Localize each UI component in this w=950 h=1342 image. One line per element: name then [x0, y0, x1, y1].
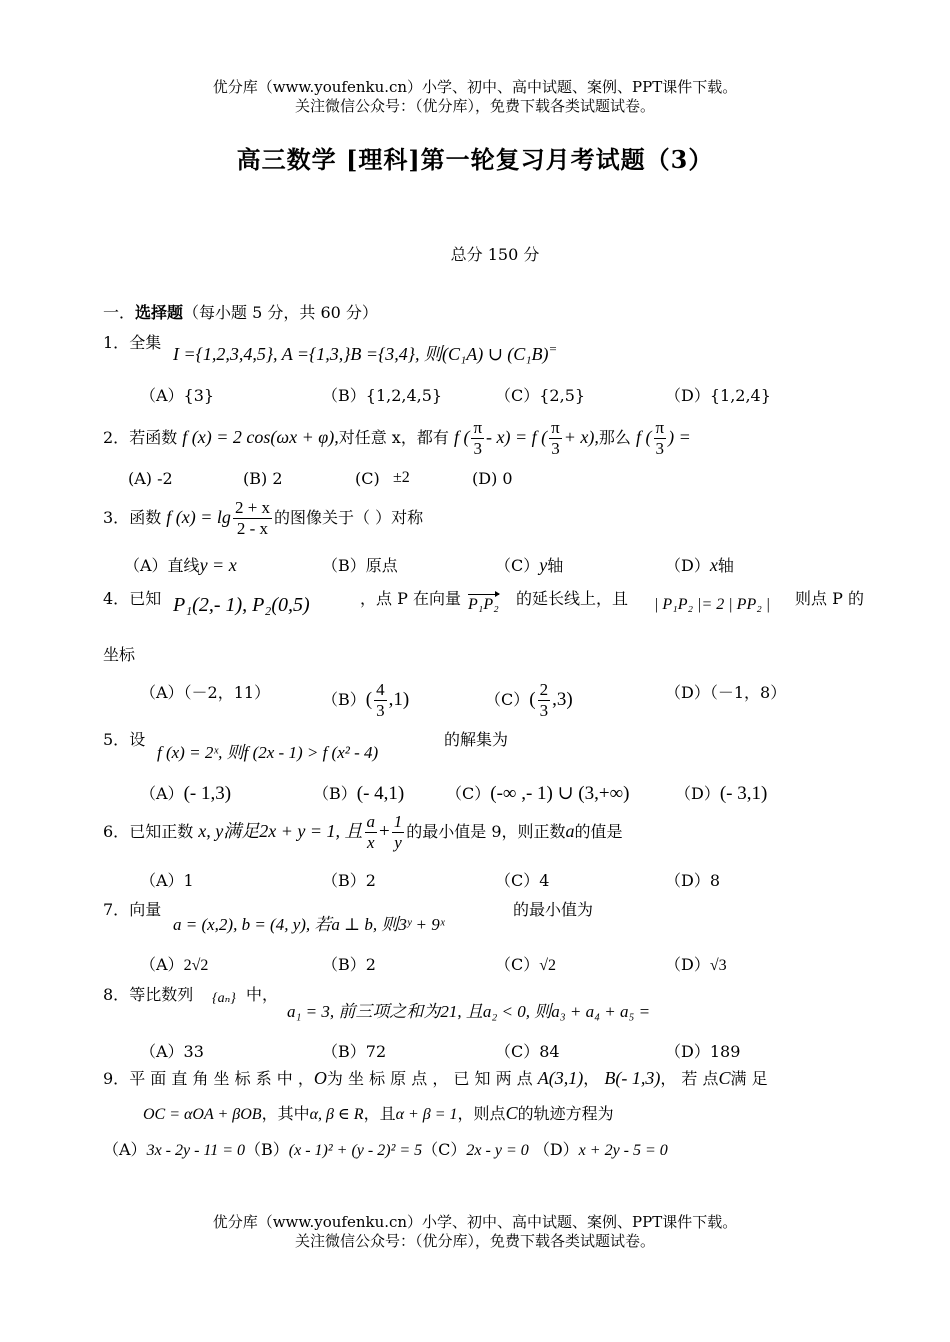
q2-option-c-value: ±2 — [393, 469, 410, 486]
q3-frac-num: 2 + x — [234, 498, 271, 517]
q3-option-b: （B）原点 — [322, 556, 398, 575]
q4-option-c-open: ( — [529, 689, 536, 710]
q9-l2-m2: α + β = 1 — [395, 1106, 458, 1123]
q6-option-c: （C）4 — [495, 871, 550, 890]
q4-option-b-num: 4 — [376, 680, 385, 699]
q4-vector — [468, 596, 499, 614]
q1-option-c: （C）{2,5} — [495, 386, 586, 405]
header-line-2: 关注微信公众号：（优分库），免费下载各类试题试卷。 — [294, 97, 655, 115]
q9-t4: 满 足 — [730, 1069, 768, 1088]
question-3 — [103, 498, 423, 539]
footer-line-1: 优分库（www.youfenku.cn）小学、初中、高中试题、案例、PPT课件下载。 — [212, 1213, 738, 1231]
q4-option-b-label: （B） — [322, 690, 366, 709]
q9-t3: ， 若 点 — [660, 1069, 719, 1088]
q5-stem: 设 — [129, 730, 146, 749]
q6-frac-b — [392, 812, 405, 853]
q3-option-a-math: y = x — [199, 555, 237, 575]
q3-stem: 函数 — [129, 508, 162, 527]
q9-point-b: B(- 1,3) — [604, 1068, 661, 1088]
q9-vector-eq: OC = αOA + βOB — [143, 1106, 262, 1123]
question-1 — [103, 330, 161, 353]
q6-option-d: （D）8 — [665, 871, 721, 890]
q4-number: 4． — [103, 589, 130, 608]
q4-points: P₁(2,- 1), P₂(0,5) — [173, 594, 310, 616]
q3-option-d-var: x — [709, 555, 718, 575]
q4-option-b-frac — [374, 680, 387, 721]
q7-math: a = (x,2), b = (4, y), 若a ⊥ b, 则3ʸ + 9ˣ — [173, 915, 445, 934]
q6-number: 6． — [103, 822, 130, 841]
q2-number: 2． — [103, 428, 130, 447]
q5-number: 5． — [103, 730, 130, 749]
q5-option-c-value: (-∞ ,- 1) ∪ (3,+∞) — [490, 783, 630, 804]
q1-tail: = — [548, 341, 558, 356]
q4-text-3: 则点 P 的 — [795, 589, 864, 608]
q1-option-d: （D）{1,2,4} — [665, 386, 771, 405]
q8-stem: 等比数列 — [129, 985, 194, 1004]
question-6: 6．已知正数 x, y满足2x + y = 1, 且 $\frac{a}{x}$ + $\frac{1}{y}$ 的最小值是 9，则正数a的值是 — [103, 812, 623, 852]
q8-option-d: （D）189 — [665, 1042, 741, 1061]
section-name: 选择题 — [135, 303, 184, 322]
q7-tail: 的最小值为 — [513, 900, 594, 919]
q9-l2-c: C — [505, 1103, 518, 1123]
q9-l2-m: α, β ∈ R — [309, 1106, 364, 1123]
question-9 — [103, 1066, 768, 1089]
q9-option-d-label: （D） — [533, 1140, 579, 1159]
q5-tail: 的解集为 — [444, 730, 509, 749]
q5-option-d-label: （D） — [675, 784, 720, 803]
q4-option-b — [322, 680, 409, 721]
q5-option-b-label: （B） — [313, 784, 357, 803]
q6-frac-a-den: x — [367, 833, 375, 852]
q8-seq: {aₙ} — [212, 991, 236, 1006]
q2-option-b: (B) 2 — [243, 469, 283, 488]
q5-option-d-value: (- 3,1) — [719, 783, 768, 804]
header-line-1: 优分库（www.youfenku.cn）小学、初中、高中试题、案例、PPT课件下载。 — [212, 78, 738, 96]
q2-f-open: f ( — [453, 427, 470, 447]
q9-l2-t: ，其中 — [261, 1104, 310, 1123]
q4-t1: ，点 P 在向量 — [360, 589, 461, 608]
q5-option-b-value: (- 4,1) — [356, 783, 405, 804]
q2-frac-1-den: 3 — [473, 439, 482, 458]
q9-l2-t4: 的轨迹方程为 — [517, 1104, 614, 1123]
q8-option-a: （A）33 — [140, 1042, 204, 1061]
q4-stem: 已知 — [129, 589, 162, 608]
q6-frac-b-den: y — [394, 833, 402, 852]
q5-option-a-label: （A） — [140, 784, 184, 803]
q1-number: 1． — [103, 333, 130, 352]
q9-option-b-label: （B） — [245, 1140, 289, 1159]
q3-option-c-var: y — [539, 555, 548, 575]
q8-math: a₁ = 3, 前三项之和为21, 且a₂ < 0, 则a₃ + a₄ + a₅ = — [287, 1002, 651, 1021]
q9-t2: ， — [583, 1069, 600, 1088]
section-prefix: 一． — [103, 303, 136, 322]
q9-option-c-value: 2x - y = 0 — [466, 1142, 529, 1159]
q8-mid: 中， — [246, 985, 279, 1004]
q9-option-c-label: （C） — [422, 1140, 467, 1159]
q8-number: 8． — [103, 985, 130, 1004]
q6-tail: 的最小值是 9，则正数 — [406, 822, 566, 841]
q7-option-d — [665, 952, 727, 975]
question-7 — [103, 897, 161, 920]
question-8 — [103, 982, 193, 1005]
q9-l2-t2: ，且 — [363, 1104, 396, 1123]
q7-option-d-label: （D） — [665, 955, 710, 974]
q2-frac-3 — [654, 418, 667, 459]
q2-frac-2-num: π — [551, 418, 560, 437]
q6-condition: x, y满足2x + y = 1, 且 — [198, 821, 363, 841]
q4-option-c-frac — [538, 680, 551, 721]
q2-end: ) = — [668, 427, 691, 447]
q6-frac-a — [365, 812, 378, 853]
q4-option-c-rest: ,3) — [552, 689, 573, 710]
q5-math: f (x) = 2ˣ, 则f (2x - 1) > f (x² - 4) — [157, 743, 379, 762]
q9-t1: 为 坐 标 原 点 ， 已 知 两 点 — [326, 1069, 533, 1088]
q5-option-c-label: （C） — [446, 784, 491, 803]
q1-formula: I ={1,2,3,4,5}, A ={1,3,}B ={3,4}, 则(C₁A) ∪ (C₁B) — [173, 344, 549, 364]
q2-frac-1 — [471, 418, 484, 459]
q3-option-d-axis: 轴 — [717, 556, 734, 575]
q4-option-b-den: 3 — [376, 701, 385, 720]
q4-option-b-rest: ,1) — [388, 689, 410, 710]
q7-option-a-label: （A） — [140, 955, 184, 974]
section-heading — [103, 300, 378, 323]
q7-number: 7． — [103, 900, 130, 919]
q9-option-a-value: 3x - 2y - 11 = 0 — [146, 1142, 246, 1159]
q3-option-a — [124, 553, 237, 576]
q3-option-c-label: （C） — [495, 556, 540, 575]
q4-option-c-den: 3 — [539, 701, 549, 720]
q3-option-c-axis: 轴 — [547, 556, 564, 575]
q4-text-1 — [360, 586, 461, 609]
q4-text-2: 的延长线上，且 — [516, 589, 629, 608]
q9-number: 9． — [103, 1069, 130, 1088]
q2-option-a: (A) -2 — [128, 469, 173, 488]
q2-frac-3-num: π — [655, 418, 665, 437]
q9-l2-t3: ，则点 — [457, 1104, 506, 1123]
question-2 — [103, 418, 691, 459]
q1-option-a: （A）{3} — [140, 386, 215, 405]
q9-option-a-label: （A） — [103, 1140, 147, 1159]
q2-mid: 对任意 x，都有 — [338, 428, 449, 447]
q3-function: f (x) = lg — [166, 507, 231, 527]
q6-var-a: a — [565, 821, 575, 841]
q2-then: 那么 — [598, 428, 631, 447]
q2-frac-2-den: 3 — [551, 439, 560, 458]
q4-option-c — [485, 680, 573, 721]
q6-frac-a-num: a — [366, 812, 376, 831]
q7-option-d-value: √3 — [709, 957, 727, 974]
section-note: （每小题 5 分，共 60 分） — [183, 303, 378, 322]
q2-mid-math: - x) = f ( — [486, 427, 548, 447]
q7-option-c-value: √2 — [539, 957, 557, 974]
q7-option-c — [495, 952, 556, 975]
q6-tail-2: 的值是 — [574, 822, 623, 841]
q8-option-b: （B）72 — [322, 1042, 387, 1061]
q3-option-d-label: （D） — [665, 556, 710, 575]
q2-frac-2 — [549, 418, 562, 459]
q7-option-c-label: （C） — [495, 955, 540, 974]
q2-stem: 若函数 — [129, 428, 178, 447]
q9-origin: O — [313, 1068, 327, 1088]
q2-function: f (x) = 2 cos(ωx + φ), — [182, 427, 339, 447]
q5-option-a — [140, 781, 231, 805]
q2-option-d: (D) 0 — [472, 469, 513, 488]
q9-point-c: C — [718, 1068, 731, 1088]
page-title: 高三数学 [理科]第一轮复习月考试题（3） — [236, 145, 714, 174]
q1-math — [173, 340, 557, 366]
q4-vector-p1p2: P₁P₂ — [468, 596, 499, 613]
q4-option-b-open: ( — [365, 689, 373, 710]
question-5 — [103, 727, 145, 750]
q9-option-b-value: (x - 1)² + (y - 2)² = 5 — [288, 1142, 423, 1159]
q2-frac-3-den: 3 — [655, 439, 665, 458]
q4-condition: | P₁P₂ |= 2 | PP₂ | — [654, 596, 771, 613]
q8-option-c: （C）84 — [495, 1042, 560, 1061]
q3-frac-den: 2 - x — [236, 519, 269, 538]
q6-stem: 已知正数 — [129, 822, 194, 841]
q4-option-c-num: 2 — [539, 680, 549, 699]
q3-number: 3． — [103, 508, 130, 527]
q2-end-math: + x), — [563, 427, 599, 447]
q5-option-d — [675, 781, 767, 805]
q7-option-a-value: 2√2 — [183, 957, 209, 974]
q6-option-b: （B）2 — [322, 871, 376, 890]
footer-line-2: 关注微信公众号：（优分库），免费下载各类试题试卷。 — [294, 1232, 655, 1250]
q9-point-a: A(3,1) — [537, 1068, 584, 1088]
q4-continuation: 坐标 — [103, 645, 136, 664]
q3-tail: 的图像关于（ ）对称 — [274, 508, 424, 527]
q4-option-d: （D）（－1，8） — [665, 683, 787, 702]
q1-option-b: （B）{1,2,4,5} — [322, 386, 443, 405]
q6-frac-b-num: 1 — [393, 812, 403, 831]
q2-f-open-2: f ( — [636, 427, 652, 447]
q9-stem: 平 面 直 角 坐 标 系 中 ， — [129, 1069, 314, 1088]
q7-option-b: （B）2 — [322, 955, 376, 974]
q3-option-a-label: （A）直线 — [124, 556, 200, 575]
q5-option-c — [446, 781, 629, 805]
q6-option-a: （A）1 — [140, 871, 194, 890]
q4-option-a: （A）（－2，11） — [140, 683, 271, 702]
q9-option-d-value: x + 2y - 5 = 0 — [578, 1142, 668, 1159]
q2-frac-1-num: π — [473, 418, 483, 437]
q1-stem: 全集 — [129, 333, 162, 352]
question-4 — [103, 586, 161, 609]
q3-option-d — [665, 553, 734, 576]
q4-option-c-label: （C） — [485, 690, 530, 709]
q3-frac — [233, 498, 272, 539]
q9-options — [103, 1137, 668, 1160]
q3-option-c — [495, 553, 563, 576]
question-9-line-2 — [143, 1101, 614, 1124]
q7-stem: 向量 — [129, 900, 162, 919]
q5-option-a-value: (- 1,3) — [183, 783, 232, 804]
q7-option-a — [140, 952, 208, 975]
q2-option-c: (C) — [355, 469, 380, 488]
q5-option-b — [313, 781, 404, 805]
total-score: 总分 150 分 — [450, 245, 540, 264]
